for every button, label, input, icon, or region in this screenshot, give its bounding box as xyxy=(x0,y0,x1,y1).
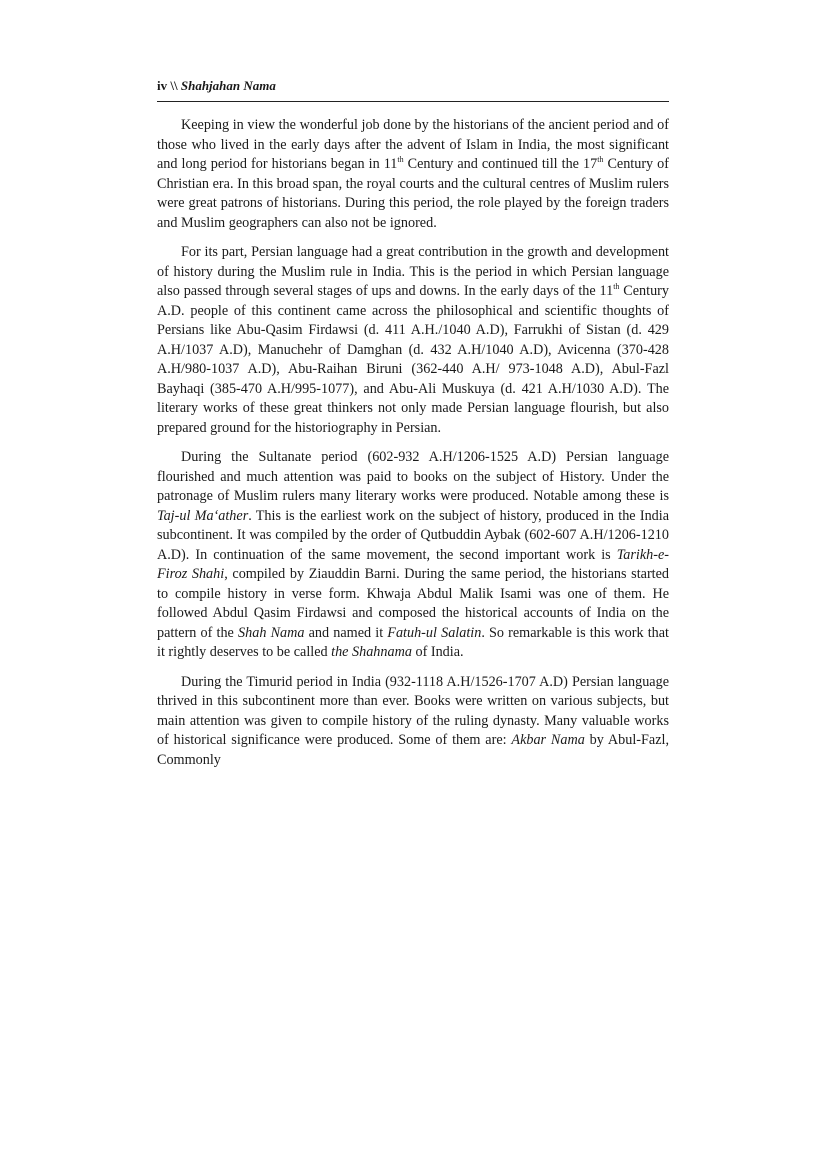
paragraph-3 xyxy=(157,448,669,663)
text-run: and named it xyxy=(304,624,388,641)
book-page xyxy=(157,76,669,780)
italic-title: Tarikh-e-Firoz Shahi xyxy=(157,546,669,582)
italic-title: Taj-ul Ma‘ather xyxy=(157,507,249,524)
text-run: of India. xyxy=(411,644,464,660)
text-run: Century and continued till the 17 xyxy=(403,156,598,172)
text-run: Century A.D. people of this continent came across the philosophical and scientific thoughts of Persians like Abu-Qasim Firdawsi (d. 411 A.H./1040 A.D), Farrukhi of Sistan (d. 429 A.H/1037 A.D), Manuchehr of Damghan (d. 432 A.H/1040 A.D), Avicenna (370-428 A.H/980-1037 A.D), Abu-Raihan Biruni (362-440 A.H/ 973-1048 A.D), Abul-Fazl Bayhaqi (385-470 A.H/995-1077), and Abu-Ali Muskuya (d. 421 A.H/1030 A.D). The literary works of these great thinkers not only made Persian language flourish, but also prepared ground for the historiography in Persian. xyxy=(157,283,669,436)
italic-title: Fatuh-ul Salatin xyxy=(387,624,482,641)
text-run: Century of Christian era. In this broad span, the royal courts and the cultural centres of Muslim rulers were great patrons of historians. During this period, the role played by the foreign traders and Muslim geographers can also not be ignored. xyxy=(157,156,669,231)
text-run: by Abul-Fazl, Commonly xyxy=(157,732,669,768)
text-run: . This is the earliest work on the subject of history, produced in the India subcontinent. It was compiled by the order of Qutbuddin Aybak (602-607 A.H/1206-1210 A.D). In continuation of the same movement, the second important work is xyxy=(157,507,669,563)
body-text xyxy=(157,116,669,770)
paragraph-2 xyxy=(157,243,669,438)
ordinal-superscript: th xyxy=(613,282,620,291)
paragraph-4 xyxy=(157,673,669,771)
text-run: . So remarkable is this work that it rightly deserves to be called xyxy=(157,624,669,660)
page-number: iv xyxy=(157,78,168,93)
italic-title: the Shahnama xyxy=(331,644,412,660)
text-run: Keeping in view the wonderful job done by the historians of the ancient period and of those who lived in the early days after the advent of Islam in India, the most significant and long period for historians began in 11 xyxy=(157,117,669,172)
ordinal-superscript: th xyxy=(397,155,404,164)
text-run: For its part, Persian language had a great contribution in the growth and development of history during the Muslim rule in India. This is the period in which Persian language also passed through several stages of ups and downs. In the early days of the 11 xyxy=(157,244,669,299)
paragraph-1 xyxy=(157,116,669,233)
header-separator: \\ xyxy=(167,78,181,93)
italic-title: Akbar Nama xyxy=(511,732,585,748)
ordinal-superscript: th xyxy=(597,155,604,164)
running-header xyxy=(157,76,669,102)
italic-title: Shah Nama xyxy=(238,624,305,641)
text-run: During the Sultanate period (602-932 A.H/1206-1525 A.D) Persian language flourished and much attention was paid to books on the subject of History. Under the patronage of Muslim rulers many literary works were produced. Notable among these is xyxy=(157,449,669,504)
text-run: , compiled by Ziauddin Barni. During the same period, the historians started to compile history in verse form. Khwaja Abdul Malik Isami was one of them. He followed Abdul Qasim Firdawsi and composed the historical accounts of India on the pattern of the xyxy=(157,566,669,641)
text-run: During the Timurid period in India (932-1118 A.H/1526-1707 A.D) Persian language thrived in this subcontinent more than ever. Books were written on various subjects, but main attention was given to compile history of the ruling dynasty. Many valuable works of historical significance were produced. Some of them are: xyxy=(157,673,669,748)
book-title: Shahjahan Nama xyxy=(180,78,276,93)
